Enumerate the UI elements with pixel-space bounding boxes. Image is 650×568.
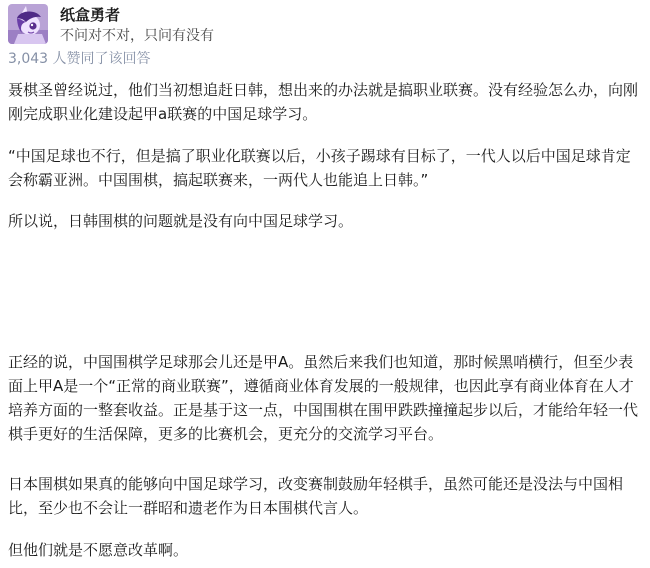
answer-author-header [8, 4, 214, 45]
avatar[interactable] [8, 4, 48, 44]
pony-avatar-icon [8, 4, 48, 44]
answer-paragraph: “中国足球也不行，但是搞了职业化联赛以后，小孩子踢球有目标了，一代人以后中国足球肯定会称霸亚洲。中国围棋，搞起联赛来，一两代人也能追上日韩。” [8, 147, 631, 189]
author-bio: 不问对不对，只问有没有 [60, 28, 214, 44]
answer-paragraph: 聂棋圣曾经说过，他们当初想追赶日韩，想出来的办法就是搞职业联赛。没有经验怎么办，向刚刚完成职业化建设起甲a联赛的中国足球学习。 [8, 81, 639, 123]
answer-paragraph: 日本围棋如果真的能够向中国足球学习，改变赛制鼓励年轻棋手，虽然可能还是没法与中国相比，至少也不会让一群昭和遗老作为日本围棋代言人。 [8, 475, 624, 517]
answer-paragraph: 所以说，日韩围棋的问题就是没有向中国足球学习。 [8, 212, 354, 230]
vote-count: 3,043 人赞同了该回答 [8, 51, 151, 67]
answer-paragraph: 正经的说，中国围棋学足球那会儿还是甲A。虽然后来我们也知道，那时候黑哨横行，但至少表面上甲A是一个“正常的商业联赛”，遵循商业体育发展的一般规律，也因此享有商业体育在人才培养方面的一整套收益。正是基于这一点，中国围棋在围甲跌跌撞撞起步以后，才能给年轻一代棋手更好的生活保障，更多的比赛机会，更充分的交流学习平台。 [8, 353, 639, 443]
author-name[interactable]: 纸盒勇者 [60, 6, 121, 24]
author-meta [60, 6, 214, 45]
answer-paragraph: 但他们就是不愿意改革啊。 [8, 541, 189, 559]
